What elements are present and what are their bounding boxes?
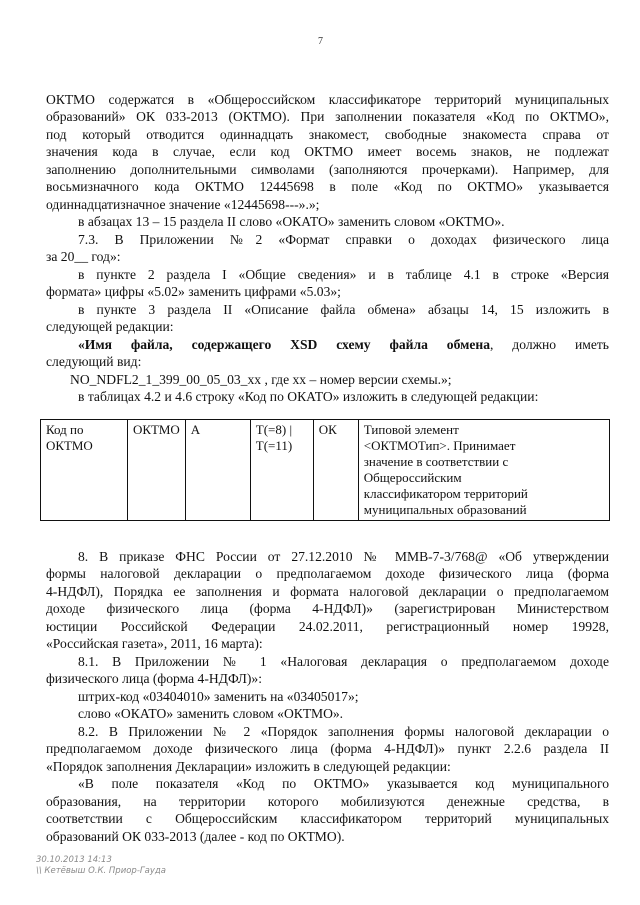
cell-text: А	[190, 422, 201, 437]
text-line-bold	[78, 336, 609, 353]
text-line: соответствии с Общероссийским классификатором территорий муниципальных	[46, 811, 609, 826]
text-line: 8.2. В Приложении № 2 «Порядок заполнения формы налоговой декларации о	[78, 724, 609, 739]
text-line: 4-НДФЛ), Порядка ее заполнения и формата налоговой декларации о предполагаемом	[46, 584, 609, 599]
text-line: заполнению дополнительными символами (заполняются прочерками). Например, для	[46, 162, 609, 177]
cell-text: Т(=11)	[255, 438, 293, 453]
text-line: в абзацах 13 – 15 раздела II слово «ОКАТО» заменить словом «ОКТМО».	[78, 214, 505, 229]
text-line: следующей редакции:	[46, 319, 174, 334]
text-line: «В поле показателя «Код по ОКТМО» указывается код муниципального	[78, 776, 609, 791]
text-line: 8. В приказе ФНС России от 27.12.2010 № ММВ-7-3/768@ «Об утверждении	[78, 549, 609, 564]
cell-text: ОК	[318, 422, 337, 437]
text-line: штрих-код «03404010» заменить на «03405017»;	[78, 689, 359, 704]
text-line: физического лица (форма 4-НДФЛ)»:	[46, 671, 262, 686]
cell-text: Общероссийским	[363, 470, 462, 485]
text-line: в пункте 2 раздела I «Общие сведения» и в таблице 4.1 в строке «Версия	[78, 267, 609, 282]
text-line: «Порядок заполнения Декларации» изложить в следующей редакции:	[46, 759, 451, 774]
table-cell	[358, 420, 609, 521]
cell-text: ОКТМО	[133, 422, 180, 437]
cell-text: <ОКТМОТип>. Принимает	[363, 438, 516, 453]
table-cell	[128, 420, 186, 521]
text-line: ОКТМО содержатся в «Общероссийском классификаторе территорий муниципальных	[46, 92, 609, 107]
cell-text: муниципальных образований	[363, 502, 527, 517]
text-line: в пункте 3 раздела II «Описание файла обмена» абзацы 14, 15 изложить в	[78, 302, 609, 317]
text-line: 8.1. В Приложении № 1 «Налоговая декларация о предполагаемом доходе	[78, 654, 609, 669]
cell-text: значение в соответствии с	[363, 454, 509, 469]
footer-timestamp: 30.10.2013 14:13	[36, 855, 112, 865]
table-cell	[250, 420, 313, 521]
table-row	[41, 420, 610, 521]
text-line: значения кода в случае, если код ОКТМО имеет восемь знаков, не подлежат	[46, 144, 609, 159]
text-line: «Российская газета», 2011, 16 марта):	[46, 636, 263, 651]
text-line: образований» ОК 033-2013 (ОКТМО). При заполнении показателя «Код по ОКТМО»,	[46, 109, 609, 124]
table-cell	[41, 420, 128, 521]
text-line: слово «ОКАТО» заменить словом «ОКТМО».	[78, 706, 344, 721]
cell-text: классификатором территорий	[363, 486, 528, 501]
text-line: юстиции Российской Федерации 24.02.2011, регистрационный номер 19928,	[46, 619, 609, 634]
cell-text: Код по	[46, 422, 84, 437]
cell-text: ОКТМО	[46, 438, 93, 453]
page-number: 7	[318, 36, 323, 47]
footer-author: \\ Кетёвыш О.К. Приор-Гауда	[36, 866, 166, 876]
text-line: образований ОК 033-2013 (далее - код по ОКТМО).	[46, 829, 345, 844]
text-line: под который отводится одиннадцать знакомест, свободные знакоместа справа от	[46, 127, 609, 142]
text-line: образования, на территории которого мобилизуются денежные средства, в	[46, 794, 609, 809]
bold-phrase: «Имя файла, содержащего XSD схему файла обмена	[78, 337, 491, 352]
table-cell	[185, 420, 250, 521]
text-line: в таблицах 4.2 и 4.6 строку «Код по ОКАТО» изложить в следующей редакции:	[78, 389, 539, 404]
text-line: формы налоговой декларации о предполагаемом доходе физического лица (форма	[46, 566, 609, 581]
text-fragment: , должно иметь	[490, 337, 610, 352]
okato-replacement-table	[40, 419, 610, 521]
text-line: за 20__ год»:	[46, 249, 121, 264]
text-line: NO_NDFL2_1_399_00_05_03_xx , где xx – номер версии схемы.»;	[70, 372, 452, 387]
cell-text: Т(=8) |	[255, 422, 293, 437]
text-line: 7.3. В Приложении №2 «Формат справки о доходах физического лица	[78, 232, 609, 247]
text-line: следующий вид:	[46, 354, 142, 369]
cell-text: Типовой элемент	[363, 422, 459, 437]
table-cell	[313, 420, 358, 521]
text-line: предполагаемом доходе физического лица (форма 4-НДФЛ)» пункт 2.2.6 раздела II	[46, 741, 609, 756]
text-line: формата» цифры «5.02» заменить цифрами «5.03»;	[46, 284, 341, 299]
text-line: доходе физического лица (форма 4-НДФЛ)» (зарегистрирован Министерством	[46, 601, 609, 616]
text-line: восьмизначного кода ОКТМО 12445698 в поле «Код по ОКТМО» указывается	[46, 179, 609, 194]
text-line: одиннадцатизначное значение «12445698---».»;	[46, 197, 320, 212]
